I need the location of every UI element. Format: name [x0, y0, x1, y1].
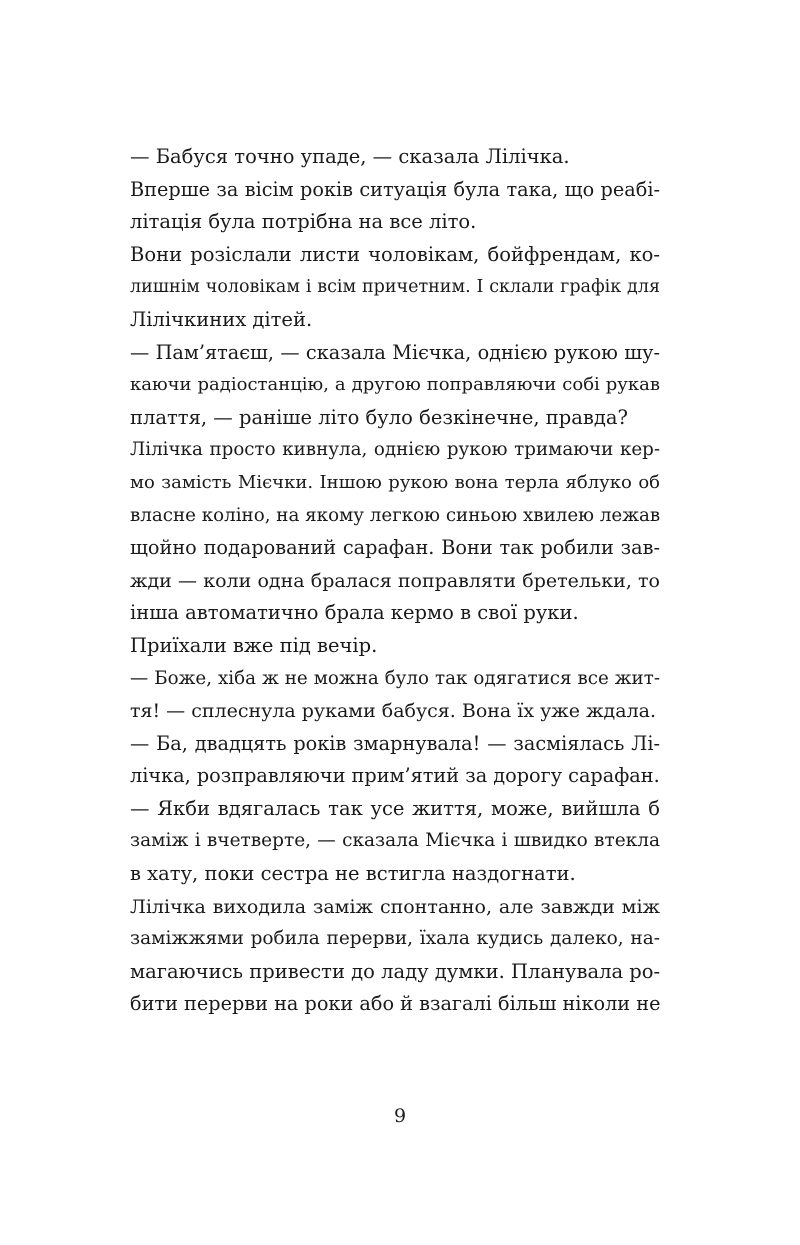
body-text: [130, 141, 660, 1021]
text-line: каючи радіостанцію, а другою поправляючи собі рукав: [130, 374, 660, 396]
text-line: заміж і вчетверте, — сказала Мієчка і швидко втекла: [130, 830, 660, 852]
text-line: тя! — сплеснула руками бабуся. Вона їх уже ждала.: [130, 700, 657, 723]
text-line: в хату, поки сестра не встигла наздогнати.: [130, 862, 576, 886]
text-line: літація була потрібна на все літо.: [130, 210, 477, 234]
text-line: Лілічка просто кивнула, однією рукою тримаючи кер-: [130, 439, 660, 461]
text-line: — Пам’ятаєш, — сказала Мієчка, однією рукою шу-: [130, 340, 660, 364]
text-line: — Боже, хіба ж не можна було так одягатися все жит-: [130, 667, 660, 689]
text-line: Приїхали вже під вечір.: [130, 633, 378, 657]
text-line: щойно подарований сарафан. Вони так робили зав-: [130, 536, 660, 560]
text-line: — Ба, двадцять років змарнувала! — засміялась Лі-: [130, 731, 660, 755]
text-line: лишнім чоловікам і всім причетним. І склали графік для: [130, 277, 660, 298]
text-line: — Якби вдягалась так усе життя, може, вийшла б: [130, 796, 660, 820]
text-line: жди — коли одна бралася поправляти бретельки, то: [130, 569, 660, 592]
text-line: бити перерви на роки або й взагалі більш ніколи не: [130, 992, 660, 1016]
page-number: 9: [393, 1105, 407, 1127]
text-line: мо замість Мієчки. Іншою рукою вона терла яблуко об: [130, 471, 660, 493]
text-line: Лілічка виходила заміж спонтанно, але завжди між: [130, 895, 660, 918]
text-line: Лілічкиних дітей.: [130, 307, 313, 331]
text-line: — Бабуся точно упаде, — сказала Лілічка.: [130, 145, 570, 168]
text-line: заміжжями робила перерви, їхала кудись далеко, на-: [130, 928, 660, 950]
text-line: магаючись привести до ладу думки. Планувала ро-: [130, 959, 660, 983]
text-line: Вони розіслали листи чоловікам, бойфрендам, ко-: [130, 242, 660, 266]
text-line: Вперше за вісім років ситуація була така, що реабі-: [130, 177, 660, 201]
text-line: власне коліно, на якому легкою синьою хвилею лежав: [130, 504, 660, 526]
text-line: плаття, — раніше літо було безкінечне, правда?: [130, 405, 628, 429]
text-line: лічка, розправляючи прим’ятий за дорогу сарафан.: [130, 764, 660, 788]
text-line: інша автоматично брала кермо в свої руки.: [130, 601, 579, 625]
